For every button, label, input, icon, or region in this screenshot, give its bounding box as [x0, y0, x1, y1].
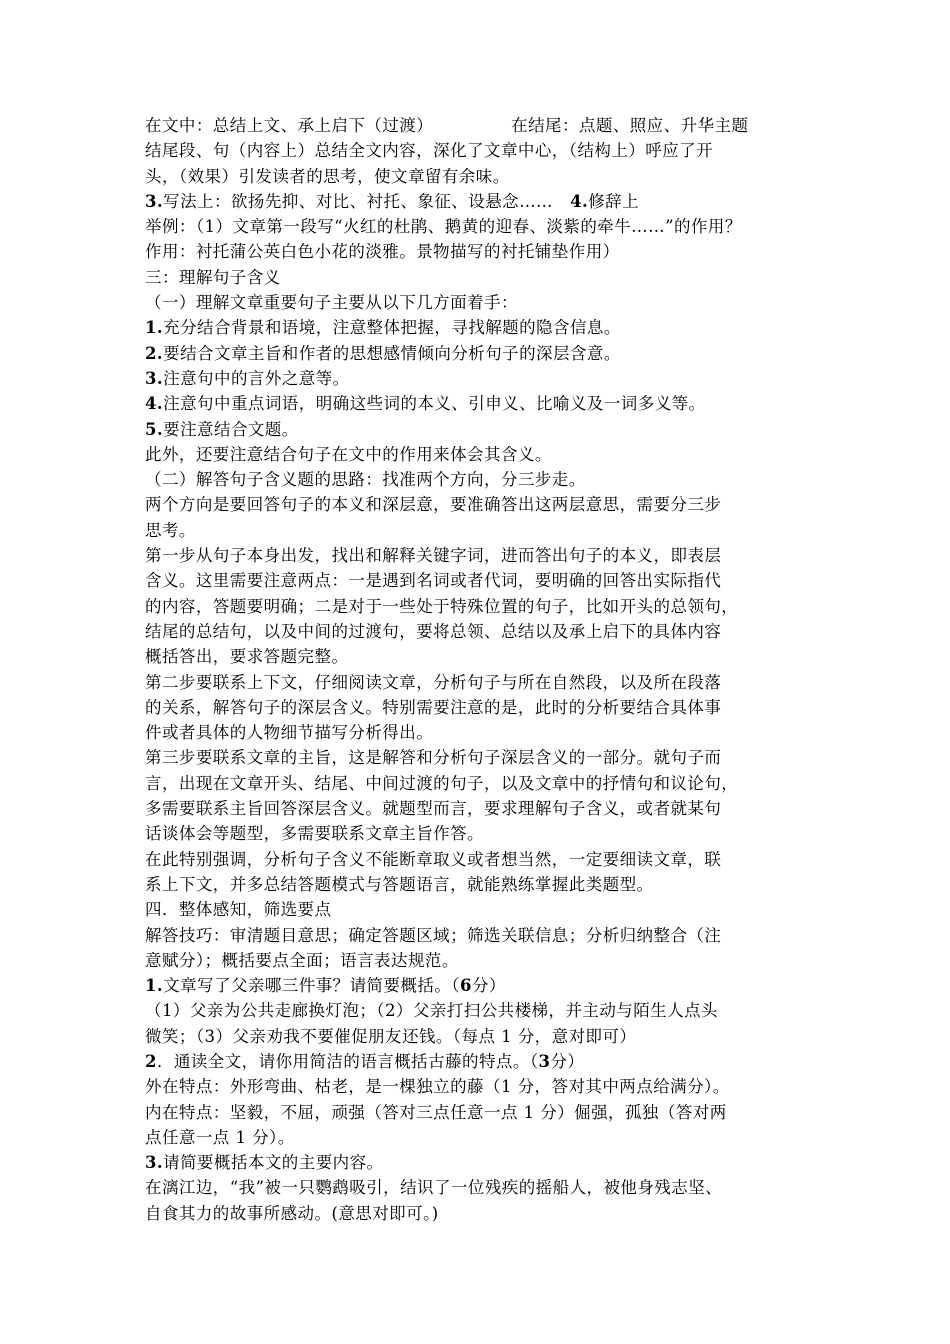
subsection-heading: （一）理解文章重要句子主要从以下几方面着手：: [145, 293, 518, 313]
answer-line: 在漓江边，“我”被一只鹦鹉吸引，结识了一位残疾的摇船人，被他身残志坚、: [145, 1178, 723, 1198]
answer-line: 外在特点：外形弯曲、枯老，是一棵独立的藤（1 分，答对其中两点给满分）。: [145, 1077, 730, 1097]
text-line: 结尾的总结句，以及中间的过渡句，要将总领、总结以及承上启下的具体内容: [145, 621, 722, 641]
section-heading: 四．整体感知，筛选要点: [145, 900, 332, 920]
text-line: 第二步要联系上下文，仔细阅读文章，分析句子与所在自然段，以及所在段落: [145, 672, 722, 692]
text-line: 解答技巧：审清题目意思；确定答题区域；筛选关联信息；分析归纳整合（注: [145, 925, 722, 945]
text-line: 此外，还要注意结合句子在文中的作用来体会其含义。: [145, 444, 552, 464]
text-line: 思考。: [145, 520, 196, 540]
text-line: 在文中：总结上文、承上启下（过渡） 在结尾：点题、照应、升华主题: [145, 116, 749, 135]
text-line: 系上下文，并多总结答题模式与答题语言，就能熟练掌握此类题型。: [145, 874, 654, 894]
section-heading: 三：理解句子含义: [145, 267, 281, 287]
text-line: 的内容，答题要明确；二是对于一些处于特殊位置的句子，比如开头的总领句，: [145, 596, 739, 616]
list-item: 3.注意句中的言外之意等。: [145, 368, 350, 388]
text-line: 意赋分）；概括要点全面；语言表达规范。: [145, 950, 459, 970]
text-line: 结尾段、句（内容上）总结全文内容，深化了文章中心，（结构上）呼应了开: [145, 141, 714, 161]
subsection-heading: （二）解答句子含义题的思路：找准两个方向，分三步走。: [145, 470, 586, 490]
list-item: 4.注意句中重点词语，明确这些词的本义、引申义、比喻义及一词多义等。: [145, 394, 706, 414]
text-line: 头，（效果）引发读者的思考，使文章留有余味。: [145, 166, 510, 186]
text-line: 第三步要联系文章的主旨，这是解答和分析句子深层含义的一部分。就句子而: [145, 748, 722, 768]
text-line: 件或者具体的人物细节描写分析得出。: [145, 723, 434, 743]
text-line: 多需要联系主旨回答深层含义。就题型而言，要求理解句子含义，或者就某句: [145, 799, 722, 819]
text-line: 的关系，解答句子的深层含义。特别需要注意的是，此时的分析要结合具体事: [145, 697, 722, 717]
text-line: 在此特别强调，分析句子含义不能断章取义或者想当然，一定要细读文章，联: [145, 849, 722, 869]
answer-line: 内在特点：坚毅，不屈，顽强（答对三点任意一点 1 分）倔强，孤独（答对两: [145, 1102, 727, 1122]
text-line: 作用：衬托蒲公英白色小花的淡雅。景物描写的衬托铺垫作用）: [145, 242, 620, 262]
answer-line: 自食其力的故事所感动。(意思对即可。): [145, 1203, 439, 1223]
answer-line: 点任意一点 1 分）。: [145, 1127, 295, 1147]
text-line: 言，出现在文章开头、结尾、中间过渡的句子，以及文章中的抒情句和议论句，: [145, 773, 739, 793]
list-item: 5.要注意结合文题。: [145, 419, 299, 439]
text-line: 第一步从句子本身出发，找出和解释关键字词，进而答出句子的本义，即表层: [145, 546, 722, 566]
answer-line: 微笑；（3）父亲劝我不要催促朋友还钱。（每点 1 分，意对即可）: [145, 1026, 637, 1046]
list-item: 2.要结合文章主旨和作者的思想感情倾向分析句子的深层含意。: [145, 343, 621, 363]
text-line: 含义。这里需要注意两点：一是遇到名词或者代词，要明确的回答出实际指代: [145, 571, 722, 591]
answer-line: （1）父亲为公共走廊换灯泡；（2）父亲打扫公共楼梯，并主动与陌生人点头: [145, 1001, 718, 1021]
text-line: 举例：（1）文章第一段写“火红的杜鹃、鹅黄的迎春、淡紫的牵牛……”的作用？: [145, 217, 742, 237]
list-item: 1.充分结合背景和语境，注意整体把握，寻找解题的隐含信息。: [145, 318, 621, 338]
text-line: 3.写法上：欲扬先抑、对比、衬托、象征、设悬念…… 4.修辞上: [145, 191, 640, 211]
question: 1.文章写了父亲哪三件事？请简要概括。（6分）: [145, 976, 506, 996]
text-line: 两个方向是要回答句子的本义和深层意，要准确答出这两层意思，需要分三步: [145, 495, 722, 515]
question: 3.请简要概括本文的主要内容。: [145, 1153, 384, 1173]
document-page: [145, 113, 813, 1226]
text-line: 话谈体会等题型，多需要联系文章主旨作答。: [145, 824, 484, 844]
text-line: 概括答出，要求答题完整。: [145, 647, 349, 667]
question: 2．通读全文，请你用简洁的语言概括古藤的特点。（3分）: [145, 1051, 585, 1071]
